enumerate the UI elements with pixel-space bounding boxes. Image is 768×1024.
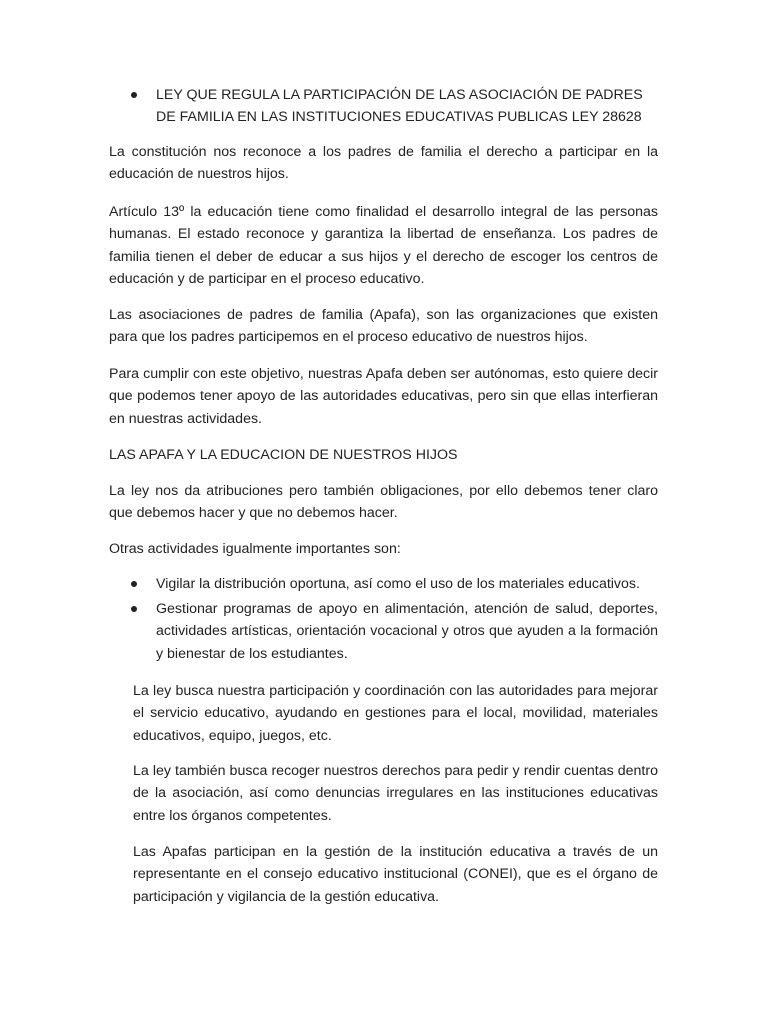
paragraph-constitution: La constitución nos reconoce a los padres de familia el derecho a participar en la educación de nuestros hijos. [109,144,658,183]
paragraph-article-13: Artículo 13º la educación tiene como finalidad el desarrollo integral de las personas humanas. El estado reconoce y garantiza la libertad de enseñanza. Los padres de familia tienen el deber de educar a sus hijos y el derecho de escoger los centros de educación y de participar en el proceso educativo. [109,204,658,288]
paragraph-participation: La ley busca nuestra participación y coordinación con las autoridades para mejorar el servicio educativo, ayudando en gestiones para el local, movilidad, materiales educativos, equipo, juegos, etc. [133,683,658,744]
paragraph-obligations: La ley nos da atribuciones pero también obligaciones, por ello debemos tener claro que debemos hacer y que no debemos hacer. [109,483,658,522]
bullet-item-2: Gestionar programas de apoyo en alimentación, atención de salud, deportes, actividades artísticas, orientación vocacional y otros que ayuden a la formación y bienestar de los estudiantes. [156,601,658,662]
bullet-item-1: Vigilar la distribución oportuna, así como el uso de los materiales educativos. [156,576,640,592]
heading-bullet-text: LEY QUE REGULA LA PARTICIPACIÓN DE LAS ASOCIACIÓN DE PADRES DE FAMILIA EN LAS INSTITUCIONES EDUCATIVAS PUBLICAS LEY 28628 [156,87,643,126]
section-subheading: LAS APAFA Y LA EDUCACION DE NUESTROS HIJOS [109,447,458,463]
paragraph-conei: Las Apafas participan en la gestión de la institución educativa a través de un representante en el consejo educativo institucional (CONEI), que es el órgano de participación y vigilancia de la gestión educativa. [133,844,658,905]
paragraph-other-activities: Otras actividades igualmente importantes son: [109,541,401,557]
bullet-marker [131,92,137,98]
bullet-marker [131,606,137,612]
paragraph-apafa-definition: Las asociaciones de padres de familia (Apafa), son las organizaciones que existen para que los padres participemos en el proceso educativo de nuestros hijos. [109,307,658,346]
paragraph-rights: La ley también busca recoger nuestros derechos para pedir y rendir cuentas dentro de la asociación, así como denuncias irregulares en las instituciones educativas entre los órganos competentes. [133,763,658,824]
bullet-marker [131,581,137,587]
paragraph-autonomy: Para cumplir con este objetivo, nuestras Apafa deben ser autónomas, esto quiere decir que podemos tener apoyo de las autoridades educativas, pero sin que ellas interfieran en nuestras actividades. [109,366,658,427]
